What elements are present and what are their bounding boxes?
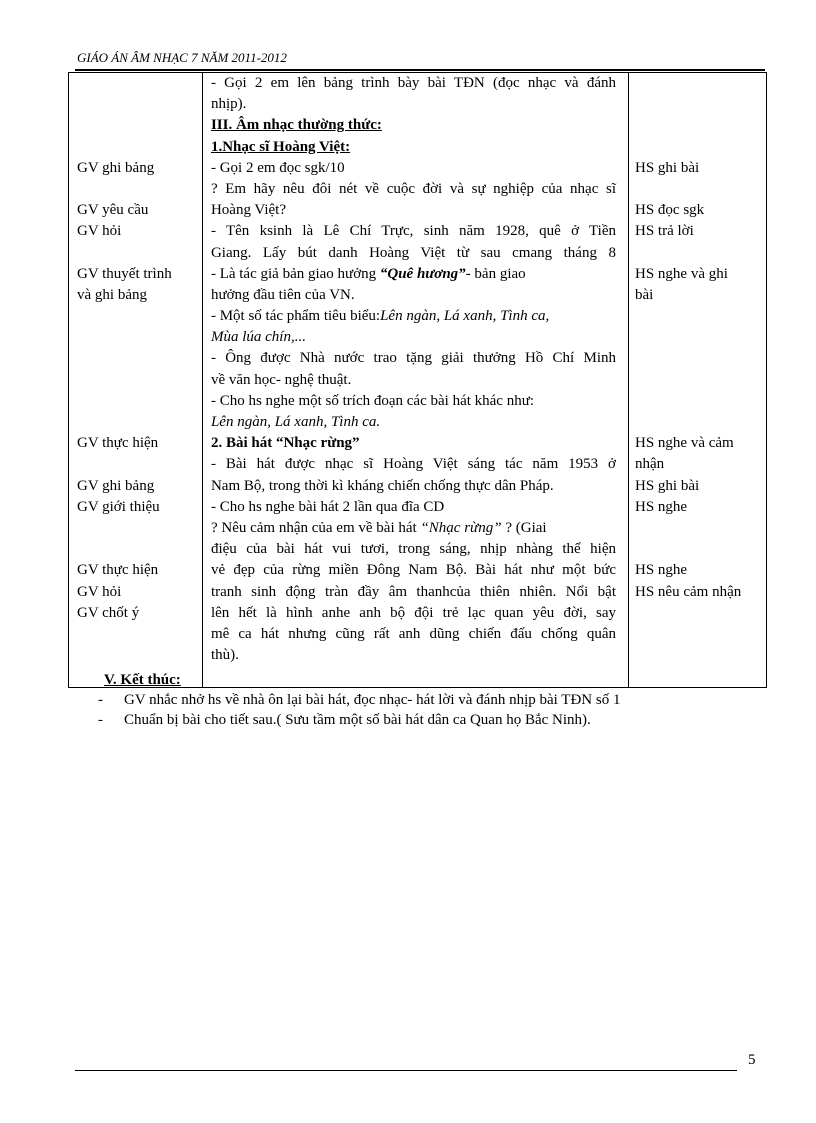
table-cell-line — [69, 412, 202, 433]
table-cell-line — [69, 348, 202, 369]
table-cell-line: ? Em hãy nêu đôi nét về cuộc đời và sự nghiệp của nhạc sĩ — [210, 180, 616, 197]
table-cell-line: HS nghe — [635, 562, 688, 579]
table-cell-line: GV ghi bảng — [77, 159, 155, 176]
table-cell-line: Giang. Lấy bút danh Hoàng Việt từ sau cmang tháng 8 — [210, 244, 616, 261]
table-cell-line: - Gọi 2 em đọc sgk/10 — [210, 159, 345, 176]
list-item — [98, 710, 620, 730]
table-cell-line: GV hỏi — [77, 223, 122, 240]
table-cell-line: HS nghe và ghi — [635, 265, 728, 282]
table-cell-line — [629, 306, 766, 327]
table-cell-line — [629, 327, 766, 348]
table-cell-line: điệu của bài hát vui tươi, trong sáng, nhịp nhàng thể hiện — [210, 541, 616, 558]
table-cell-line: - Gọi 2 em lên bảng trình bày bài TĐN (đọc nhạc và đánh — [210, 75, 616, 91]
table-cell-line — [629, 603, 766, 624]
list-item — [98, 690, 620, 710]
header-rule — [75, 69, 765, 71]
table-cell-line: HS đọc sgk — [635, 202, 705, 219]
text-run: - Là tác giả bản giao hưởng — [210, 265, 380, 282]
table-cell-line: - Tên ksinh là Lê Chí Trực, sinh năm 1928, quê ở Tiền — [210, 223, 616, 240]
table-cell-line — [69, 645, 202, 666]
document-header: GIÁO ÁN ÂM NHẠC 7 NĂM 2011-2012 — [77, 50, 287, 65]
table-cell-line: Hoàng Việt? — [210, 202, 287, 219]
student-activity-column — [629, 73, 767, 688]
table-cell-line — [69, 179, 202, 200]
table-cell-line — [629, 518, 766, 539]
table-cell-line — [629, 243, 766, 264]
table-cell-line: - Ông được Nhà nước trao tặng giải thưởng Hồ Chí Minh — [210, 350, 616, 367]
table-cell-line: về văn học- nghệ thuật. — [210, 371, 352, 388]
table-cell-line: GV chốt ý — [77, 604, 140, 621]
table-cell-line: tranh sinh động tràn đầy âm thanhcủa thiên nhiên. Nổi bật — [210, 583, 616, 600]
bullet-dash: - — [98, 712, 103, 728]
table-cell-line: GV thuyết trình — [77, 265, 172, 282]
table-cell-line — [203, 306, 628, 327]
page-number: 5 — [748, 1052, 756, 1068]
table-cell-line — [629, 666, 766, 687]
table-cell-line — [629, 624, 766, 645]
table-cell-line: GV hỏi — [77, 583, 122, 600]
table-cell-line — [629, 137, 766, 158]
ending-list — [98, 690, 620, 730]
table-cell-line — [629, 412, 766, 433]
table-cell-line — [203, 518, 628, 539]
ending-title: V. Kết thúc: — [104, 672, 181, 688]
table-cell-line — [629, 391, 766, 412]
table-cell-line: và ghi bảng — [77, 286, 147, 303]
table-cell-line — [629, 94, 766, 115]
table-cell-line — [69, 327, 202, 348]
table-cell-line: GV thực hiện — [77, 435, 159, 452]
table-cell-line: GV yêu cầu — [77, 202, 149, 219]
text-run: ? (Giai — [501, 519, 547, 536]
table-cell-line: nhịp). — [210, 96, 247, 113]
table-cell-line — [629, 370, 766, 391]
table-cell-line: thù). — [210, 647, 239, 664]
footer-rule — [75, 1070, 737, 1071]
list-item-text: GV nhắc nhở hs về nhà ôn lại bài hát, đọc nhạc- hát lời và đánh nhịp bài TĐN số 1 — [124, 692, 621, 708]
table-cell-line: Lên ngàn, Lá xanh, Tình ca. — [210, 414, 381, 430]
table-cell-line: HS trả lời — [635, 223, 694, 240]
table-cell-line: HS nêu cảm nhận — [635, 583, 742, 600]
table-cell-line: vẻ đẹp của rừng miền Đông Nam Bộ. Bài hát như một bức — [210, 562, 616, 579]
bullet-dash: - — [98, 692, 103, 708]
table-row — [69, 73, 767, 688]
table-cell-line — [69, 539, 202, 560]
table-cell-line — [69, 115, 202, 136]
table-cell-line: - Cho hs nghe một số trích đoạn các bài hát khác như: — [210, 392, 535, 409]
table-cell-line — [629, 73, 766, 94]
table-cell-line: HS ghi bài — [635, 159, 700, 176]
subsection-heading: 1.Nhạc sĩ Hoàng Việt: — [210, 138, 351, 155]
table-cell-line: - Cho hs nghe bài hát 2 lần qua đĩa CD — [210, 498, 445, 515]
subsection-heading: 2. Bài hát “Nhạc rừng” — [210, 435, 360, 452]
table-cell-line — [69, 518, 202, 539]
text-run: - bản giao — [465, 265, 526, 282]
table-cell-line: nhận — [635, 456, 665, 473]
table-cell-line — [629, 348, 766, 369]
teacher-activity-column — [69, 73, 203, 688]
table-cell-line: HS nghe — [635, 498, 688, 515]
table-cell-line: - Bài hát được nhạc sĩ Hoàng Việt sáng tác năm 1953 ở — [210, 456, 616, 473]
table-cell-line: GV giới thiệu — [77, 498, 160, 515]
table-cell-line: Mùa lúa chín,... — [210, 329, 306, 346]
list-item-text: Chuẩn bị bài cho tiết sau.( Sưu tầm một số bài hát dân ca Quan họ Bắc Ninh). — [124, 712, 591, 728]
table-cell-line: hưởng đầu tiên của VN. — [210, 286, 355, 303]
table-cell-line — [629, 539, 766, 560]
table-cell-line: mê ca hát nhưng cũng rất anh dũng chiến đấu chống quân — [210, 625, 616, 642]
table-cell-line — [203, 264, 628, 285]
table-cell-line: bài — [635, 286, 654, 303]
table-cell-line: lên hết là hình anhe anh bộ đội trẻ lạc quan yêu đời, say — [210, 604, 616, 621]
table-cell-line: HS ghi bài — [635, 477, 700, 494]
text-run: - Một số tác phẩm tiêu biểu: — [210, 308, 381, 325]
table-cell-line — [69, 624, 202, 645]
lesson-table — [68, 72, 767, 688]
table-cell-line — [69, 391, 202, 412]
table-cell-line: HS nghe và cảm — [635, 435, 734, 452]
table-cell-line — [69, 73, 202, 94]
table-cell-line — [69, 243, 202, 264]
table-cell-line — [629, 115, 766, 136]
song-title: “Nhạc rừng” — [420, 519, 502, 536]
table-cell-line — [629, 645, 766, 666]
content-column — [202, 73, 628, 688]
table-cell-line — [69, 94, 202, 115]
table-cell-line — [69, 370, 202, 391]
table-cell-line: Nam Bộ, trong thời kì kháng chiến chống thực dân Pháp. — [210, 477, 554, 494]
text-run: ? Nêu cảm nhận của em về bài hát — [210, 519, 421, 536]
table-cell-line — [69, 137, 202, 158]
table-cell-line: GV ghi bảng — [77, 477, 155, 494]
table-cell-line: GV thực hiện — [77, 562, 159, 579]
work-list: Lên ngàn, Lá xanh, Tình ca, — [380, 308, 550, 325]
work-title: “Quê hương” — [379, 265, 466, 282]
table-cell-line — [69, 454, 202, 475]
table-cell-line — [629, 179, 766, 200]
table-cell-line — [69, 306, 202, 327]
section-heading: III. Âm nhạc thường thức: — [210, 117, 382, 134]
